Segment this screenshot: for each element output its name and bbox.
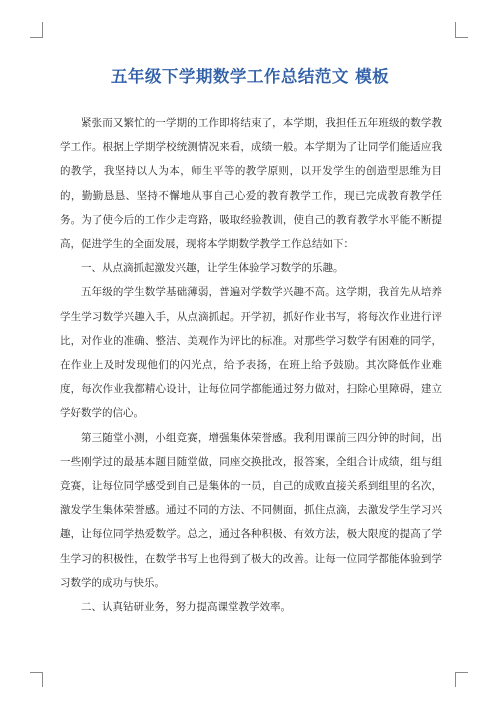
section-heading-1: 一、从点滴抓起激发兴趣，让学生体验学习数学的乐趣。 xyxy=(81,262,344,275)
section-heading-2: 二、认真钻研业务，努力提高课堂教学效率。 xyxy=(81,601,291,614)
document-title: 五年级下学期数学工作总结范文 模板 xyxy=(110,67,390,86)
paragraph-intro: 紧张而又繁忙的一学期的工作即将结束了，本学期，我担任五年班级的数学教学工作。根据上学期学校统测情况来看，成绩一般。本学期为了让同学们能适应我的教学，我坚持以人为本，师生平等的教学原则，以开发学生的创造型思维为目的，勤勤恳恳、坚持不懈地从事自己心爱的教育教学工作，现已完成教育教学任务。为了使今后的工作少走弯路，吸取经验教训，使自己的教育教学水平能不断提高，促进学生的全面发展，现将本学期数学教学工作总结如下： xyxy=(60,117,442,251)
paragraph-interest: 五年级的学生数学基础薄弱，普遍对学数学兴趣不高。这学期，我首先从培养学生学习数学兴趣入手，从点滴抓起。开学初，抓好作业书写，将每次作业进行评比，对作业的准确、整洁、美观作为评比的标准。对那些学习数学有困难的同学，在作业上及时发现他们的闪光点，给予表扬，在班上给予鼓励。其次降低作业难度，每次作业我都精心设计，让每位同学都能通过努力做对，扫除心里障碍，建立学好数学的信心。 xyxy=(60,286,442,420)
document-body xyxy=(60,111,442,619)
paragraph-competition: 第三随堂小测，小组竞赛，增强集体荣誉感。我利用课前三四分钟的时间，出一些刚学过的最基本题目随堂做，同座交换批改，报答案，全组合计成绩，组与组竞赛，让每位同学感受到自己是集体的一员，自己的成败直接关系到组里的名次，激发学生集体荣誉感。通过不同的方法、不同侧面，抓住点滴，去激发学生学习兴趣，让每位同学热爱数学。总之，通过各种积极、有效方法，极大限度的提高了学生学习的积极性，在数学书写上也得到了极大的改善。让每一位同学都能体验到学习数学的成功与快乐。 xyxy=(60,431,442,589)
